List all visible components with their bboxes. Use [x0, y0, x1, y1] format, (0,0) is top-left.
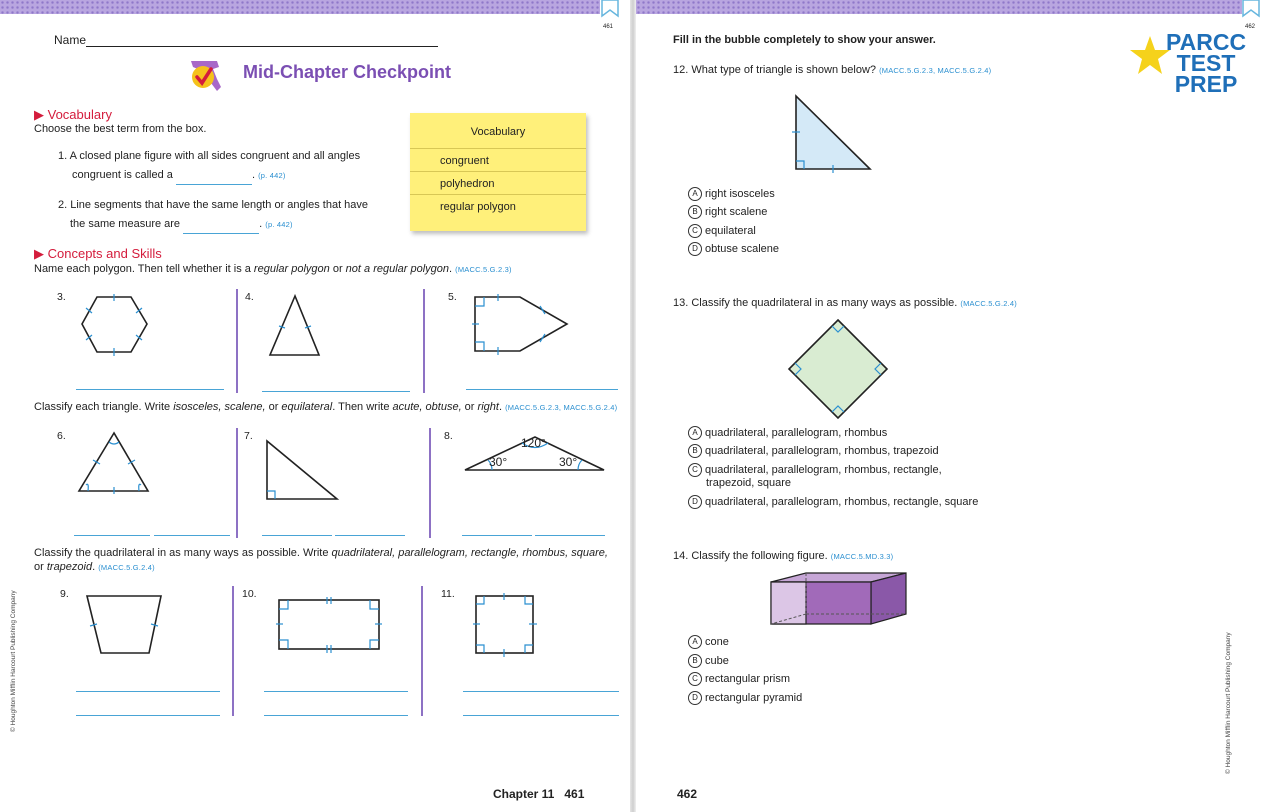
q14-option-c[interactable]: C rectangular prism [688, 672, 790, 686]
rectangle-figure [276, 597, 382, 653]
left-top-band [0, 0, 600, 14]
question-14: 14. Classify the following figure. (MACC.5.MD.3.3) [673, 550, 894, 562]
q13-option-c-line2: trapezoid, square [706, 477, 791, 489]
q14-prism-figure [768, 570, 910, 628]
answer-line[interactable] [76, 715, 220, 716]
answer-line[interactable] [74, 535, 150, 536]
instruction-triangles: Classify each triangle. Write isosceles, scalene, or equilateral. Then write acute, obtuse, or right. (MACC.5.G.2.3, MACC.5.G.2.4) [34, 401, 618, 413]
left-footer: Chapter 11 461 [493, 787, 585, 801]
instruction-polygons: Name each polygon. Then tell whether it is a regular polygon or not a regular polygon. (MACC.5.G.2.3) [34, 263, 512, 275]
left-page-marker: 461 [603, 24, 614, 30]
answer-line[interactable] [463, 715, 619, 716]
q13-option-a[interactable]: A quadrilateral, parallelogram, rhombus [688, 426, 887, 440]
right-bookmark-icon [1241, 0, 1261, 27]
question-2: 2. Line segments that have the same length or angles that have the same measure are . (p. 442) [58, 196, 368, 234]
page-title: Mid-Chapter Checkpoint [243, 62, 452, 82]
answer-line[interactable] [463, 691, 619, 692]
item-number: 3. [57, 291, 66, 303]
right-triangle-figure [264, 438, 340, 502]
parcc-test-prep-badge: PARCC TEST PREP [1166, 29, 1247, 97]
answer-line[interactable] [264, 691, 408, 692]
q12-option-a[interactable]: A right isosceles [688, 187, 775, 201]
answer-line[interactable] [264, 715, 408, 716]
column-divider [429, 428, 431, 538]
item-number: 10. [242, 588, 257, 600]
q13-option-d[interactable]: D quadrilateral, parallelogram, rhombus, rectangle, square [688, 495, 978, 509]
angle-label-right: 30° [559, 455, 578, 469]
florida-check-icon [187, 55, 229, 100]
right-copyright: © Houghton Mifflin Harcourt Publishing Company [1225, 632, 1232, 774]
hexagon-figure [80, 294, 150, 356]
square-figure [473, 593, 537, 657]
left-bookmark-icon [600, 0, 620, 27]
isosceles-triangle-figure [266, 293, 324, 359]
question-13: 13. Classify the quadrilateral in as many ways as possible. (MACC.5.G.2.4) [673, 297, 1017, 309]
answer-blank-2[interactable] [183, 223, 259, 234]
q13-square-figure [786, 318, 890, 420]
item-number: 4. [245, 291, 254, 303]
bubble-d[interactable]: D [688, 495, 702, 509]
item-number: 11. [441, 588, 455, 600]
bubble-a[interactable]: A [688, 635, 702, 649]
q14-option-d[interactable]: D rectangular pyramid [688, 691, 802, 705]
bubble-d[interactable]: D [688, 691, 702, 705]
vocabulary-heading: ▶ Vocabulary [34, 107, 112, 122]
vocab-term-regular-polygon: regular polygon [410, 194, 586, 213]
answer-line[interactable] [535, 535, 605, 536]
name-label: Name [54, 33, 438, 47]
item-number: 6. [57, 430, 66, 442]
question-12: 12. What type of triangle is shown below? (MACC.5.G.2.3, MACC.5.G.2.4) [673, 64, 992, 76]
answer-line[interactable] [262, 391, 410, 392]
arrow-icon: ▶ [34, 107, 44, 122]
trapezoid-figure [84, 593, 164, 657]
pentagon-figure [472, 294, 572, 356]
q12-option-d[interactable]: D obtuse scalene [688, 242, 779, 256]
left-copyright: © Houghton Mifflin Harcourt Publishing Company [10, 590, 17, 732]
equilateral-triangle-figure [76, 430, 152, 494]
name-field[interactable] [86, 34, 438, 47]
vocabulary-box [410, 113, 586, 231]
bubble-a[interactable]: A [688, 426, 702, 440]
answer-line[interactable] [76, 389, 224, 390]
q13-option-b[interactable]: B quadrilateral, parallelogram, rhombus, trapezoid [688, 444, 939, 458]
bubble-c[interactable]: C [688, 672, 702, 686]
bubble-b[interactable]: B [688, 654, 702, 668]
answer-instruction: Fill in the bubble completely to show your answer. [673, 34, 936, 46]
bubble-c[interactable]: C [688, 463, 702, 477]
page-gutter [630, 0, 636, 812]
item-number: 5. [448, 291, 457, 303]
bubble-b[interactable]: B [688, 444, 702, 458]
q13-option-c[interactable]: C quadrilateral, parallelogram, rhombus, rectangle, trapezoid, square [688, 463, 942, 489]
column-divider [421, 586, 423, 716]
arrow-icon: ▶ [34, 246, 44, 261]
item-number: 8. [444, 430, 453, 442]
right-footer-page: 462 [677, 787, 698, 801]
bubble-d[interactable]: D [688, 242, 702, 256]
instruction-quadrilaterals: Classify the quadrilateral in as many ways as possible. Write quadrilateral, parallelogram, rectangle, rhombus, square, or trapezoid. (MACC.5.G.2.4) [34, 547, 608, 573]
q12-option-c[interactable]: C equilateral [688, 224, 756, 238]
right-top-band [636, 0, 1242, 14]
bubble-a[interactable]: A [688, 187, 702, 201]
question-1: 1. A closed plane figure with all sides congruent and all angles congruent is called a . (p. 442) [58, 147, 360, 185]
q12-triangle-figure [792, 93, 874, 173]
item-number: 7. [244, 430, 253, 442]
answer-line[interactable] [76, 691, 220, 692]
item-number: 9. [60, 588, 69, 600]
bubble-b[interactable]: B [688, 205, 702, 219]
answer-blank-1[interactable] [176, 174, 252, 185]
bubble-c[interactable]: C [688, 224, 702, 238]
angle-label-left: 30° [489, 455, 508, 469]
column-divider [236, 289, 238, 393]
angle-label-top: 120° [521, 436, 546, 450]
vocabulary-instruction: Choose the best term from the box. [34, 123, 207, 135]
q14-option-b[interactable]: B cube [688, 654, 729, 668]
answer-line[interactable] [154, 535, 230, 536]
answer-line[interactable] [335, 535, 405, 536]
column-divider [423, 289, 425, 393]
q12-option-b[interactable]: B right scalene [688, 205, 767, 219]
vocabulary-box-title: Vocabulary [470, 126, 526, 138]
vocab-term-congruent: congruent [410, 148, 586, 167]
answer-line[interactable] [462, 535, 532, 536]
right-page-marker: 462 [1245, 24, 1256, 30]
q14-option-a[interactable]: A cone [688, 635, 729, 649]
concepts-heading: ▶ Concepts and Skills [34, 246, 162, 261]
column-divider [232, 586, 234, 716]
column-divider [236, 428, 238, 538]
answer-line[interactable] [466, 389, 618, 390]
answer-line[interactable] [262, 535, 332, 536]
vocab-term-polyhedron: polyhedron [410, 171, 586, 190]
